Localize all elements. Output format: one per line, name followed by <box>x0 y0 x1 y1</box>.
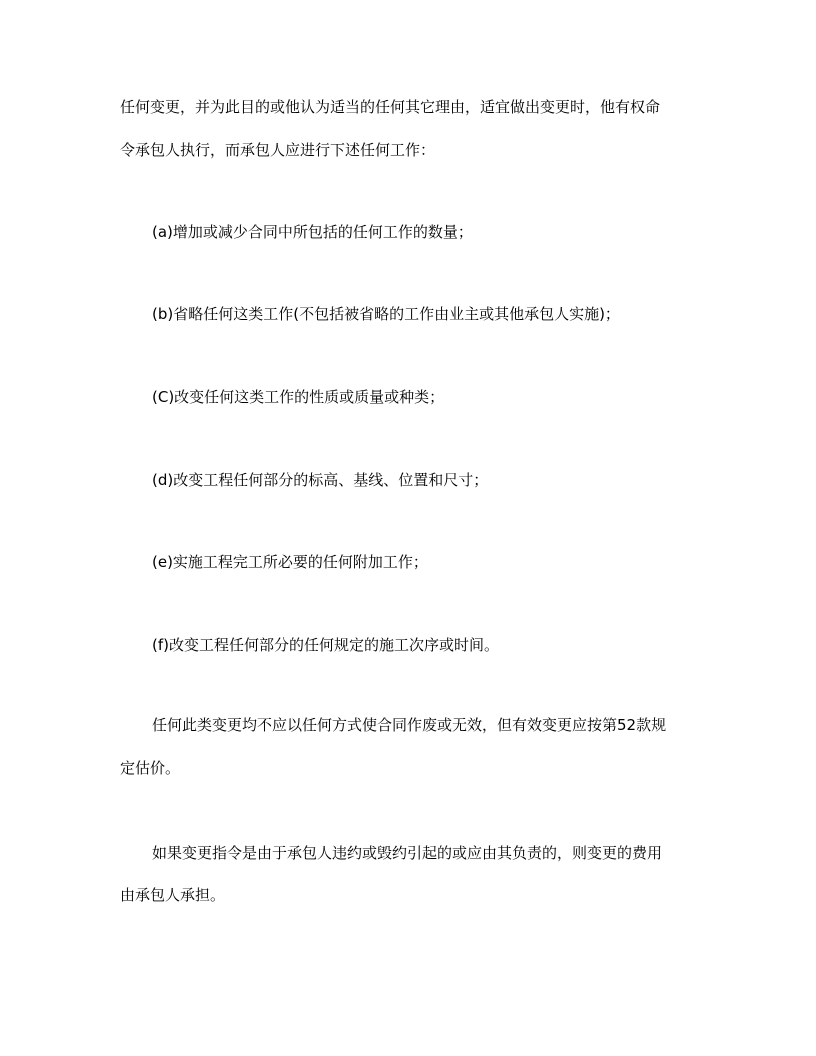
text-line: 令承包人执行，而承包人应进行下述任何工作： <box>120 141 436 159</box>
text-line: 定估价。 <box>120 759 181 777</box>
text-line: (a)增加或减少合同中所包括的任何工作的数量； <box>152 223 473 241</box>
text-line: (d)改变工程任何部分的标高、基线、位置和尺寸； <box>152 471 489 489</box>
text-line: 由承包人承担。 <box>120 886 226 904</box>
text-line: (C)改变任何这类工作的性质或质量或种类； <box>152 388 445 406</box>
text-line: 如果变更指令是由于承包人违约或毁约引起的或应由其负责的，则变更的费用 <box>152 844 663 862</box>
text-line: 任何变更，并为此目的或他认为适当的任何其它理由，适宜做出变更时，他有权命 <box>120 98 661 116</box>
text-line: 任何此类变更均不应以任何方式使合同作废或无效，但有效变更应按第52款规 <box>152 716 667 734</box>
text-line: (b)省略任何这类工作(不包括被省略的工作由业主或其他承包人实施)； <box>152 305 620 323</box>
text-line: (f)改变工程任何部分的任何规定的施工次序或时间。 <box>152 636 499 654</box>
text-line: (e)实施工程完工所必要的任何附加工作； <box>152 553 428 571</box>
